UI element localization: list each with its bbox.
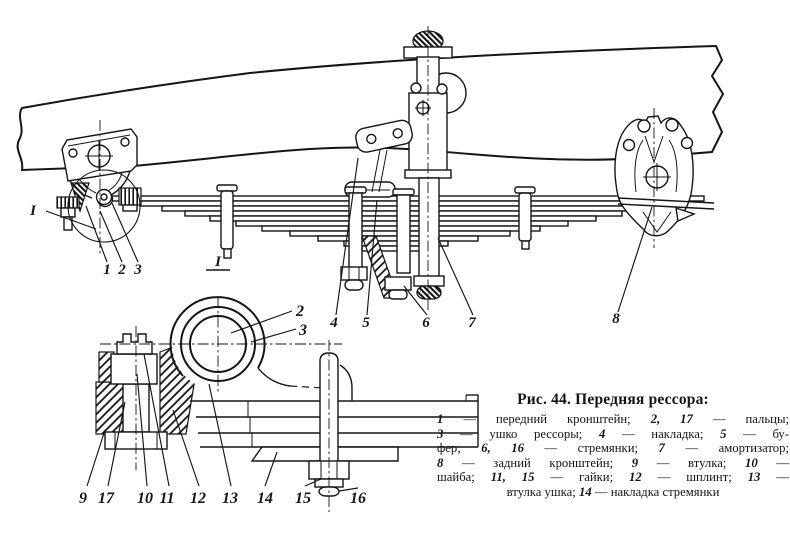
- figure-caption: [437, 391, 789, 500]
- callout-1: 1: [103, 262, 111, 278]
- figure-legend: [437, 412, 789, 500]
- section-label-I: I: [215, 254, 221, 270]
- callout-13: 13: [222, 490, 238, 507]
- callout-3: 3: [299, 322, 307, 339]
- caption-title: Рис. 44. Передняя рессора:: [517, 391, 709, 408]
- callout-14: 14: [257, 490, 273, 507]
- legend-line: втулка ушка; 14 — накладка стремянки: [506, 484, 720, 499]
- callout-7: 7: [468, 315, 476, 331]
- legend-line: фер; 6, 16 — стремянки; 7 — амортизатор;: [437, 441, 789, 456]
- shock-bottom-mount: [417, 286, 441, 299]
- pin-nut: [111, 354, 157, 384]
- ubolt-nut: [341, 267, 367, 280]
- callout-2: 2: [296, 303, 304, 320]
- callout-9: 9: [79, 490, 87, 507]
- pin-assembly: [96, 326, 167, 470]
- callout-10: 10: [137, 490, 153, 507]
- callout-6: 6: [422, 315, 430, 331]
- callout-15: 15: [295, 490, 311, 507]
- front-bracket: [57, 120, 141, 256]
- callout-8: 8: [612, 311, 620, 327]
- callout-2: 2: [118, 262, 126, 278]
- callout-16: 16: [350, 490, 366, 507]
- callout-5: 5: [362, 315, 370, 331]
- callout-3: 3: [134, 262, 142, 278]
- legend-line: 1 — передний кронштейн; 2, 17 — пальцы;: [437, 412, 790, 426]
- detail-mark-I: I: [30, 203, 36, 219]
- ubolt-nut: [385, 277, 411, 290]
- shock-rod: [419, 178, 439, 277]
- callout-4: 4: [330, 315, 338, 331]
- ubolt-rear: [397, 195, 410, 273]
- callout-11: 11: [159, 490, 175, 507]
- callout-12: 12: [190, 490, 206, 507]
- legend-line: шайба; 11, 15 — гайки; 12 — шплинт; 13 —: [437, 470, 789, 485]
- callout-17: 17: [98, 490, 114, 507]
- eye-pin: [97, 190, 112, 205]
- legend-line: 3 — ушко рессоры; 4 — накладка; 5 — бу-: [437, 426, 789, 441]
- legend-line: 8 — задний кронштейн; 9 — втулка; 10 —: [437, 455, 790, 470]
